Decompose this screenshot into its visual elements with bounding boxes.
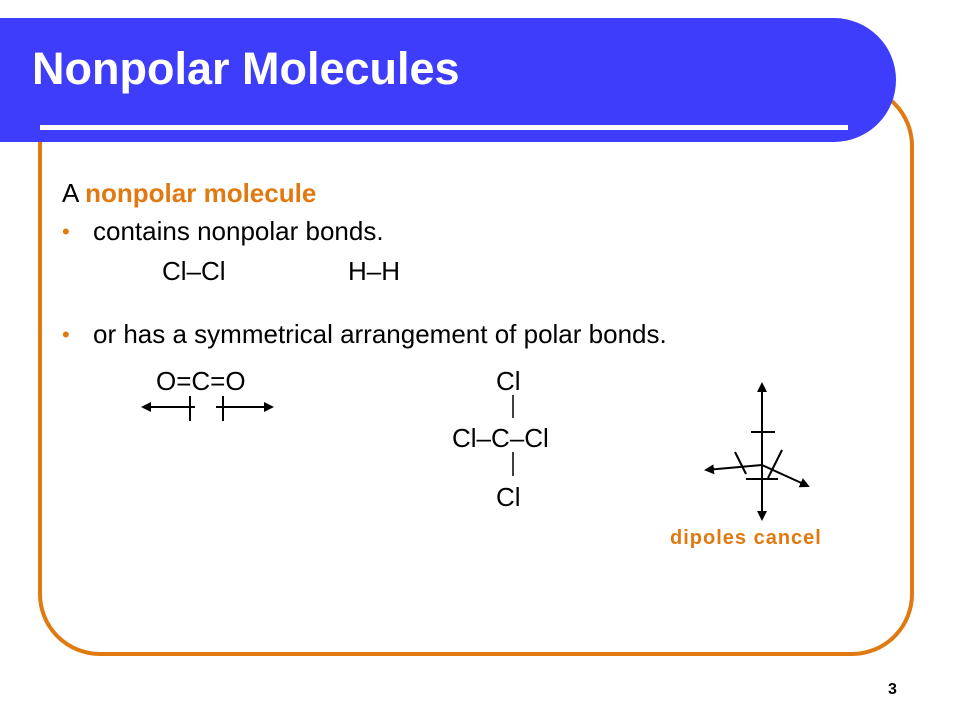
co2-dipole-arrows <box>143 396 272 421</box>
intro-prefix: A <box>62 178 86 208</box>
slide-title: Nonpolar Molecules <box>32 43 460 94</box>
ccl4-top-cl: Cl <box>496 366 521 396</box>
dipole-arrow-left <box>706 465 762 470</box>
tetrahedral-dipole-diagram <box>706 384 808 519</box>
bullet-symmetrical-arrangement: or has a symmetrical arrangement of polar bonds. <box>93 319 667 349</box>
nonpolar-term: nonpolar molecule <box>85 178 317 208</box>
example-cl2: Cl–Cl <box>162 256 226 286</box>
ccl4-bottom-cl: Cl <box>496 482 521 512</box>
dipoles-cancel-caption: dipoles cancel <box>670 527 822 549</box>
dipole-tail-left <box>735 452 746 474</box>
bullet-icon: • <box>62 219 70 244</box>
ccl4-middle: Cl–C–Cl <box>452 423 549 453</box>
co2-formula: O=C=O <box>156 366 246 396</box>
bullet-icon: • <box>62 322 70 347</box>
example-h2: H–H <box>348 256 401 286</box>
bullet-nonpolar-bonds: contains nonpolar bonds. <box>93 216 384 246</box>
page-number: 3 <box>888 681 897 698</box>
